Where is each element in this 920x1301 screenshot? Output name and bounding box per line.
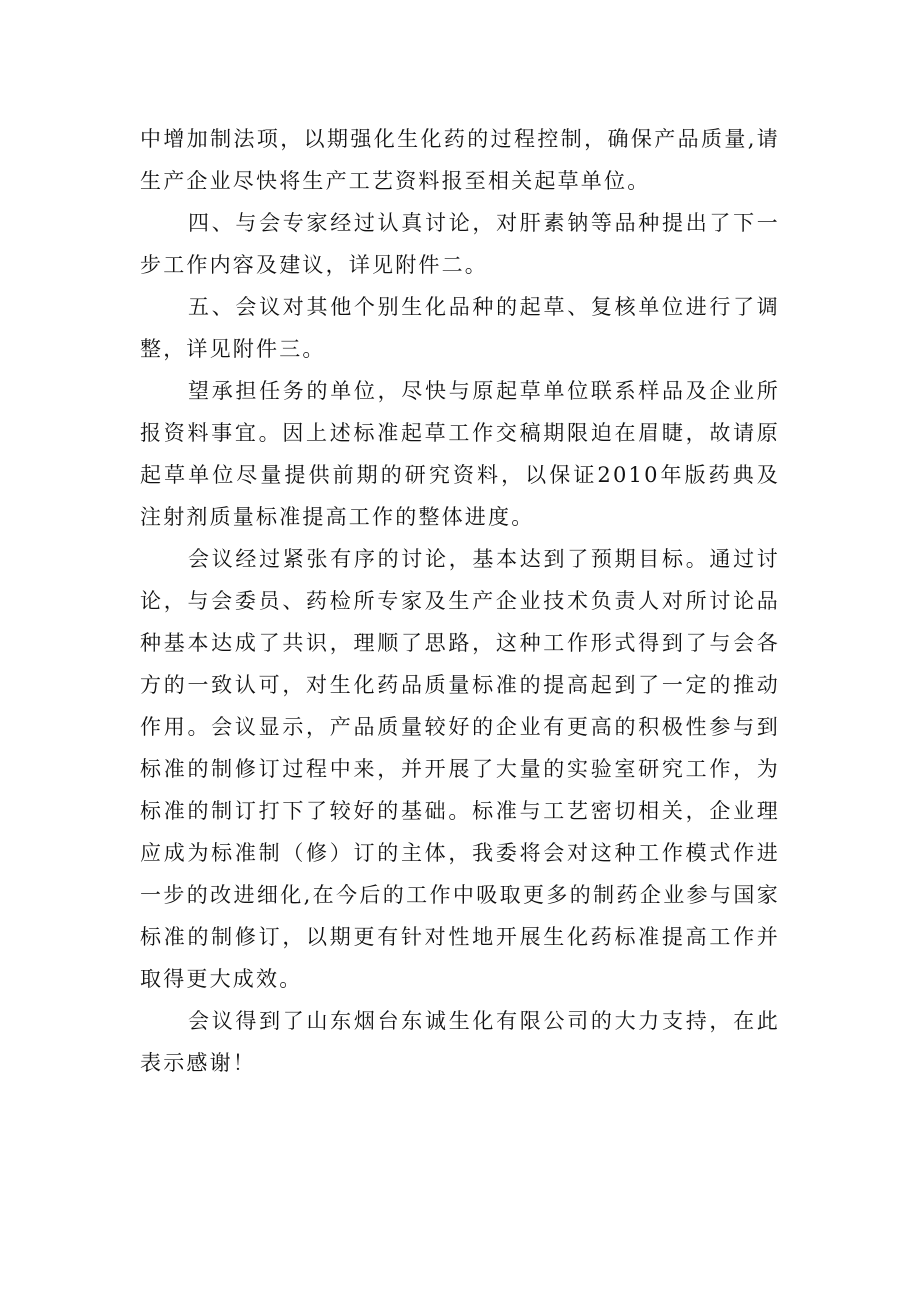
paragraph-thanks: 会议得到了山东烟台东诚生化有限公司的大力支持，在此表示感谢！ (140, 1009, 780, 1075)
paragraph-summary: 会议经过紧张有序的讨论，基本达到了预期目标。通过讨论，与会委员、药检所专家及生产企业技术负责人对所讨论品种基本达成了共识，理顺了思路，这种工作形式得到了与会各方的一致认可，对生化药品质量标准的提高起到了一定的推动作用。会议显示，产品质量较好的企业有更高的积极性参与到标准的制修订过程中来，并开展了大量的实验室研究工作，为标准的制订打下了较好的基础。标准与工艺密切相关，企业理应成为标准制（修）订的主体，我委将会对这种工作模式作进一步的改进细化,在今后的工作中吸取更多的制药企业参与国家标准的制修订，以期更有针对性地开展生化药标准提高工作并取得更大成效。 (140, 547, 780, 991)
paragraph-request: 望承担任务的单位，尽快与原起草单位联系样品及企业所报资料事宜。因上述标准起草工作交稿期限迫在眉睫，故请原起草单位尽量提供前期的研究资料，以保证2010年版药典及注射剂质量标准提高工作的整体进度。 (140, 379, 780, 529)
paragraph-item-four: 四、与会专家经过认真讨论，对肝素钠等品种提出了下一步工作内容及建议，详见附件二。 (140, 211, 780, 277)
document-body (140, 118, 780, 1084)
paragraph-continuation: 中增加制法项，以期强化生化药的过程控制，确保产品质量,请生产企业尽快将生产工艺资料报至相关起草单位。 (140, 127, 780, 193)
paragraph-item-five: 五、会议对其他个别生化品种的起草、复核单位进行了调整，详见附件三。 (140, 295, 780, 361)
